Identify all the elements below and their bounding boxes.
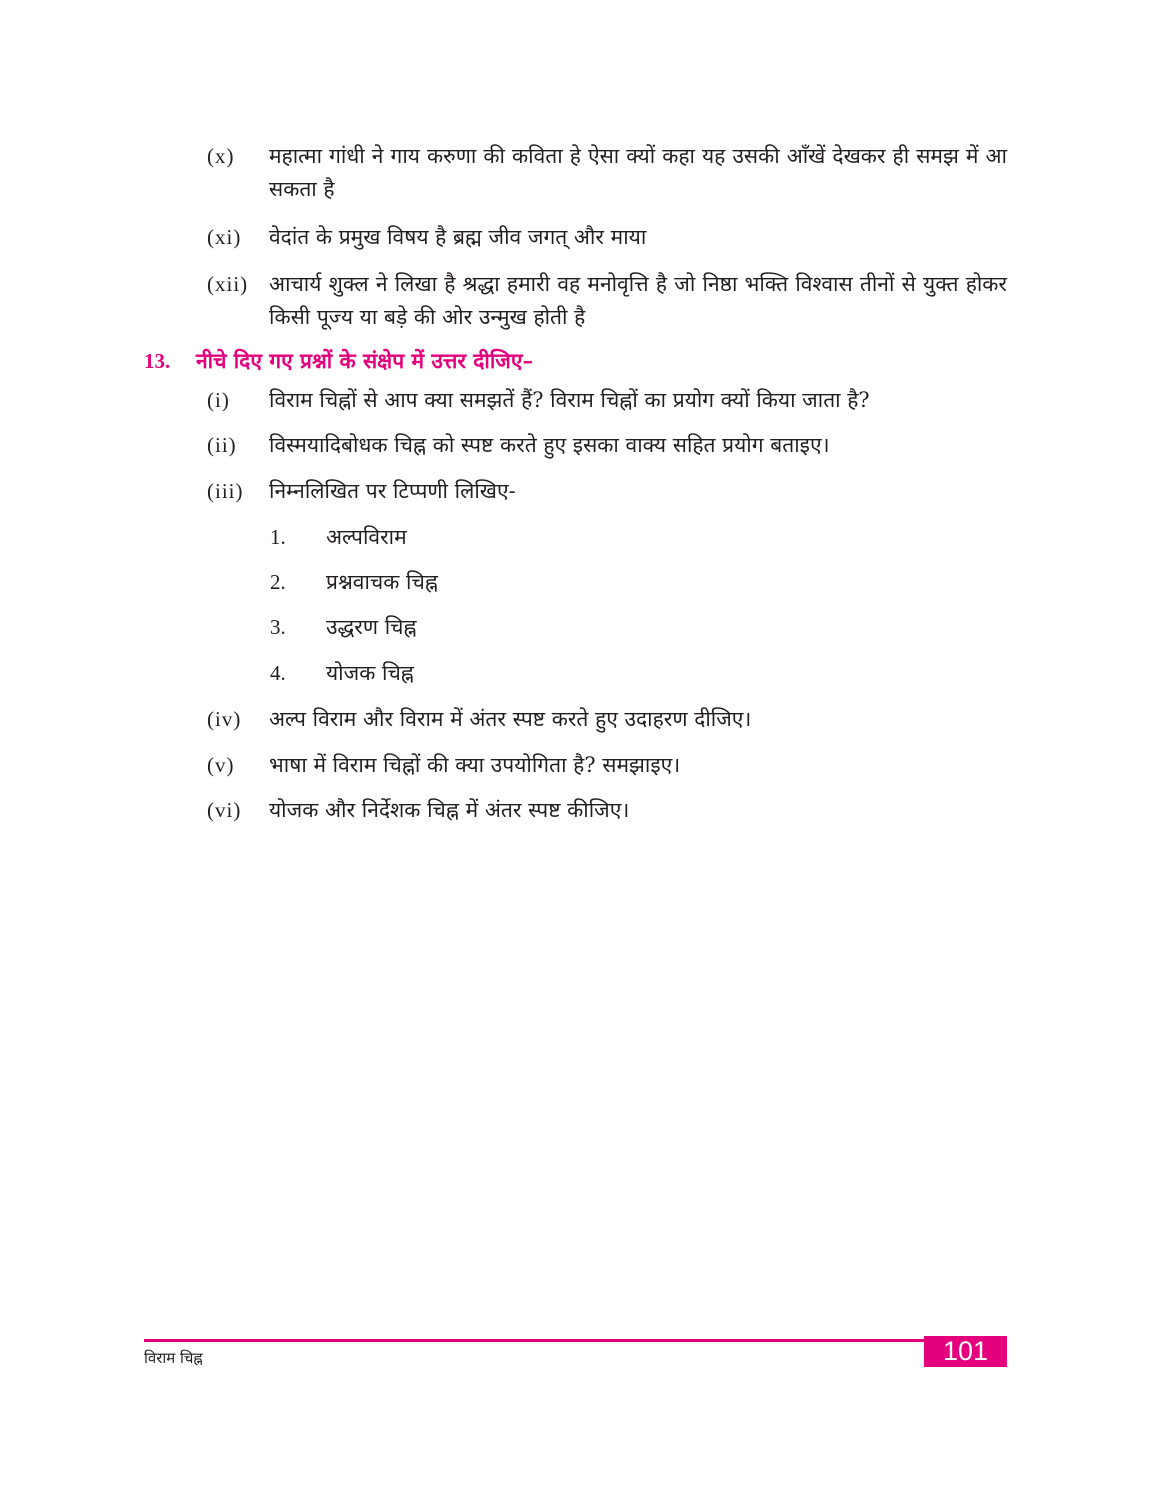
item-text: अल्प विराम और विराम में अंतर स्पष्ट करते हुए उदाहरण दीजिए। (269, 707, 752, 731)
item-number: (xii) (207, 272, 249, 296)
item-number: (xi) (207, 225, 242, 249)
item-text: निम्नलिखित पर टिप्पणी लिखिए- (269, 479, 516, 503)
item-text: भाषा में विराम चिह्नों की क्या उपयोगिता है? समझाइए। (269, 753, 681, 777)
list-item (207, 429, 1007, 462)
item-text: आचार्य शुक्ल ने लिखा है श्रद्धा हमारी वह मनोवृत्ति है जो निष्ठा भक्ति विश्वास तीनों से युक्त होकर किसी पूज्य या बड़े की ओर उन्मुख होती है (269, 272, 1007, 329)
sub-list-item (270, 522, 670, 552)
question-number: 13. (144, 349, 171, 373)
item-number: (i) (207, 388, 230, 412)
item-number: (v) (207, 753, 235, 777)
sub-item-number: 1. (270, 525, 286, 549)
sub-item-text: प्रश्नवाचक चिह्न (326, 570, 438, 594)
list-item (207, 749, 1007, 782)
sub-item-number: 4. (270, 661, 286, 685)
list-item (207, 140, 1007, 206)
item-number: (x) (207, 144, 235, 168)
item-text: विस्मयादिबोधक चिह्न को स्पष्ट करते हुए इसका वाक्य सहित प्रयोग बताइए। (269, 433, 830, 457)
sub-item-number: 2. (270, 570, 286, 594)
question-text: नीचे दिए गए प्रश्नों के संक्षेप में उत्तर दीजिए– (196, 348, 533, 373)
list-item (207, 794, 1007, 827)
sub-list-item (270, 567, 670, 597)
sub-list-item (270, 658, 670, 688)
item-text: वेदांत के प्रमुख विषय है ब्रह्म जीव जगत् और माया (269, 225, 647, 249)
item-number: (iv) (207, 707, 242, 731)
sub-item-text: योजक चिह्न (326, 661, 414, 685)
list-item (207, 268, 1007, 334)
chapter-title: विराम चिह्न (144, 1349, 203, 1367)
question-heading (144, 346, 533, 376)
list-item (207, 703, 1007, 736)
list-item (207, 384, 1007, 417)
sub-list-item (270, 612, 670, 642)
item-number: (ii) (207, 433, 237, 457)
list-item (207, 475, 1007, 508)
list-item (207, 221, 1007, 254)
page-number: 101 (924, 1336, 1007, 1367)
item-text: योजक और निर्देशक चिह्न में अंतर स्पष्ट कीजिए। (269, 798, 630, 822)
item-text: विराम चिह्नों से आप क्या समझतें हैं? विराम चिह्नों का प्रयोग क्यों किया जाता है? (269, 388, 870, 412)
item-text: महात्मा गांधी ने गाय करुणा की कविता हे ऐसा क्यों कहा यह उसकी आँखें देखकर ही समझ में आ सकता है (269, 144, 1007, 201)
item-number: (vi) (207, 798, 242, 822)
footer-divider (144, 1339, 1007, 1342)
item-number: (iii) (207, 479, 244, 503)
sub-item-text: उद्धरण चिह्न (326, 615, 417, 639)
sub-item-text: अल्पविराम (326, 525, 407, 549)
sub-item-number: 3. (270, 615, 286, 639)
